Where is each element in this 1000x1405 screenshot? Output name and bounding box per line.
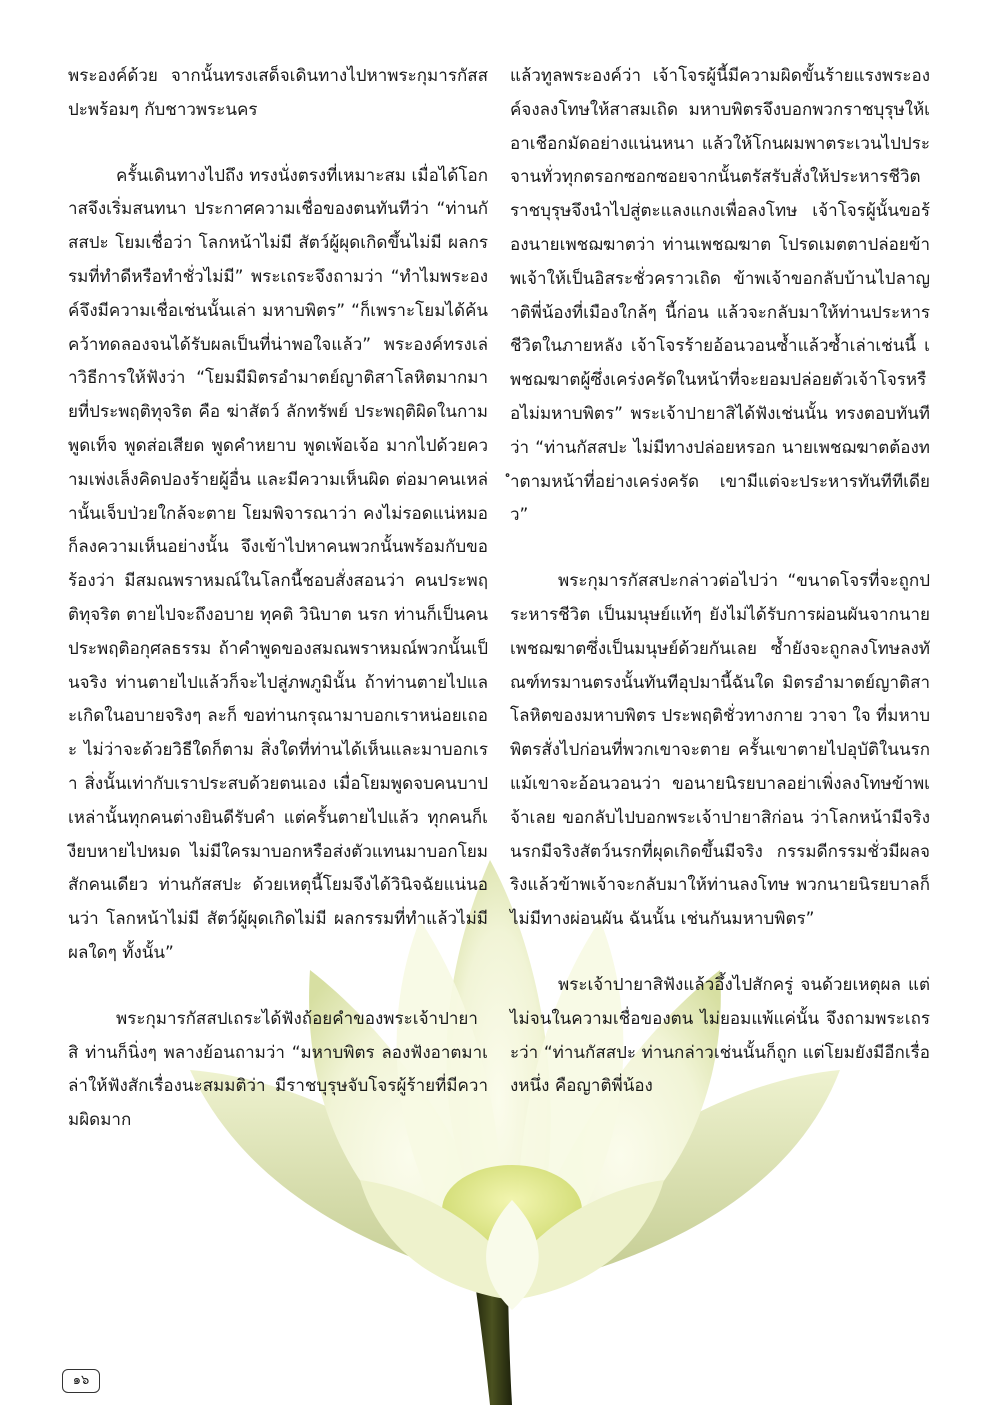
page-number: ๑๖ — [62, 1369, 100, 1393]
right-text-column — [510, 60, 930, 1136]
right-paragraph-1: แล้วทูลพระองค์ว่า เจ้าโจรผู้นี้มีความผิดขั้นร้ายแรงพระองค์จงลงโทษให้สาสมเถิด มหาบพิตรจึงบอกพวกราชบุรุษให้เอาเชือกมัดอย่างแน่นหนา แล้วให้โกนผมพาตระเวนไปประจานทั่วทุกตรอกซอกซอยจากนั้นตรัสรับสั่งให้ประหารชีวิต ราชบุรุษจึงนำไปสู่ตะแลงแกงเพื่อลงโทษ เจ้าโจรผู้นั้นขอร้องนายเพชฌฆาตว่า ท่านเพชฌฆาต โปรดเมตตาปล่อยข้าพเจ้าให้เป็นอิสระชั่วคราวเถิด ข้าพเจ้าขอกลับบ้านไปลาญาติพี่น้องที่เมืองใกล้ๆ นี้ก่อน แล้วจะกลับมาให้ท่านประหารชีวิตในภายหลัง เจ้าโจรร้ายอ้อนวอนซ้ำแล้วซ้ำเล่าเช่นนี้ เพชฌฆาตผู้ซึ่งเคร่งครัดในหน้าที่จะยอมปล่อยตัวเจ้าโจรหรือไม่มหาบพิตร” พระเจ้าปายาสิได้ฟังเช่นนั้น ทรงตอบทันทีว่า “ท่านกัสสปะ ไม่มีทางปล่อยหรอก นายเพชฌฆาตต้องทำตามหน้าที่อย่างเคร่งครัด เขามีแต่จะประหารทันทีทีเดียว” — [510, 66, 930, 526]
left-paragraph-2: ครั้นเดินทางไปถึง ทรงนั่งตรงที่เหมาะสม เมื่อได้โอกาสจึงเริ่มสนทนา ประกาศความเชื่อของตนทันทีว่า “ท่านกัสสปะ โยมเชื่อว่า โลกหน้าไม่มี สัตว์ผู้ผุดเกิดขึ้นไม่มี ผลกรรมที่ทำดีหรือทำชั่วไม่มี” พระเถระจึงถามว่า “ทำไมพระองค์จึงมีความเชื่อเช่นนั้นเล่า มหาบพิตร” “ก็เพราะโยมได้ค้นคว้าทดลองจนได้รับผลเป็นที่น่าพอใจแล้ว” พระองค์ทรงเล่าวิธีการให้ฟังว่า “โยมมีมิตรอำมาตย์ญาติสาโลหิตมากมายที่ประพฤติทุจริต คือ ฆ่าสัตว์ ลักทรัพย์ ประพฤติผิดในกาม พูดเท็จ พูดส่อเสียด พูดคำหยาบ พูดเพ้อเจ้อ มากไปด้วยความเพ่งเล็งคิดปองร้ายผู้อื่น และมีความเห็นผิด ต่อมาคนเหล่านั้นเจ็บป่วยใกล้จะตาย โยมพิจารณาว่า คงไม่รอดแน่หมอก็ลงความเห็นอย่างนั้น จึงเข้าไปหาคนพวกนั้นพร้อมกับขอร้องว่า มีสมณพราหมณ์ในโลกนี้ชอบสั่งสอนว่า คนประพฤติทุจริต ตายไปจะถึงอบาย ทุคติ วินิบาต นรก ท่านก็เป็นคนประพฤติอกุศลธรรม ถ้าคำพูดของสมณพราหมณ์พวกนั้นเป็นจริง ท่านตายไปแล้วก็จะไปสู่ภพภูมินั้น ถ้าท่านตายไปและเกิดในอบายจริงๆ ละก็ ขอท่านกรุณามาบอกเราหน่อยเถอะ ไม่ว่าจะด้วยวิธีใดก็ตาม สิ่งใดที่ท่านได้เห็นและมาบอกเรา สิ่งนั้นเท่ากับเราประสบด้วยตนเอง เมื่อโยมพูดจบคนบาปเหล่านั้นทุกคนต่างยินดีรับคำ แต่ครั้นตายไปแล้ว ทุกคนก็เงียบหายไปหมด ไม่มีใครมาบอกหรือส่งตัวแทนมาบอกโยมสักคนเดียว ท่านกัสสปะ ด้วยเหตุนี้โยมจึงได้วินิจฉัยแน่นอนว่า โลกหน้าไม่มี สัตว์ผู้ผุดเกิดไม่มี ผลกรรมที่ทำแล้วไม่มีผลใดๆ ทั้งนั้น” — [68, 165, 488, 963]
left-paragraph-1: พระองค์ด้วย จากนั้นทรงเสด็จเดินทางไปหาพระกุมารกัสสปะพร้อมๆ กับชาวพระนคร — [68, 66, 488, 120]
right-paragraph-2: พระกุมารกัสสปะกล่าวต่อไปว่า “ขนาดโจรที่จะถูกประหารชีวิต เป็นมนุษย์แท้ๆ ยังไม่ได้รับการผ่อนผันจากนายเพชฌฆาตซึ่งเป็นมนุษย์ด้วยกันเลย ซ้ำยังจะถูกลงโทษลงทัณฑ์ทรมานตรงนั้นทันทีอุปมานี้ฉันใด มิตรอำมาตย์ญาติสาโลหิตของมหาบพิตร ประพฤติชั่วทางกาย วาจา ใจ ที่มหาบพิตรสั่งไปก่อนที่พวกเขาจะตาย ครั้นเขาตายไปอุบัติในนรก แม้เขาจะอ้อนวอนว่า ขอนายนิรยบาลอย่าเพิ่งลงโทษข้าพเจ้าเลย ขอกลับไปบอกพระเจ้าปายาสิก่อน ว่าโลกหน้ามีจริง นรกมีจริงสัตว์นรกที่ผุดเกิดขึ้นมีจริง กรรมดีกรรมชั่วมีผลจริงแล้วข้าพเจ้าจะกลับมาให้ท่านลงโทษ พวกนายนิรยบาลก็ไม่มีทางผ่อนผัน ฉันนั้น เช่นกันมหาบพิตร” — [510, 571, 931, 930]
right-paragraph-3: พระเจ้าปายาสิฟังแล้วอึ้งไปสักครู่ จนด้วยเหตุผล แต่ไม่จนในความเชื่อของตน ไม่ยอมแพ้แค่นั้น จึงถามพระเถระว่า “ท่านกัสสปะ ท่านกล่าวเช่นนั้นก็ถูก แต่โยมยังมีอีกเรื่องหนึ่ง คือญาติพี่น้อง — [510, 974, 930, 1097]
left-paragraph-3: พระกุมารกัสสปเถระได้ฟังถ้อยคำของพระเจ้าปายาสิ ท่านก็นิ่งๆ พลางย้อนถามว่า “มหาบพิตร ลองฟังอาตมาเล่าให้ฟังสักเรื่องนะสมมติว่า มีราชบุรุษจับโจรผู้ร้ายที่มีความผิดมาก — [68, 1008, 488, 1131]
left-text-column — [68, 60, 488, 1170]
